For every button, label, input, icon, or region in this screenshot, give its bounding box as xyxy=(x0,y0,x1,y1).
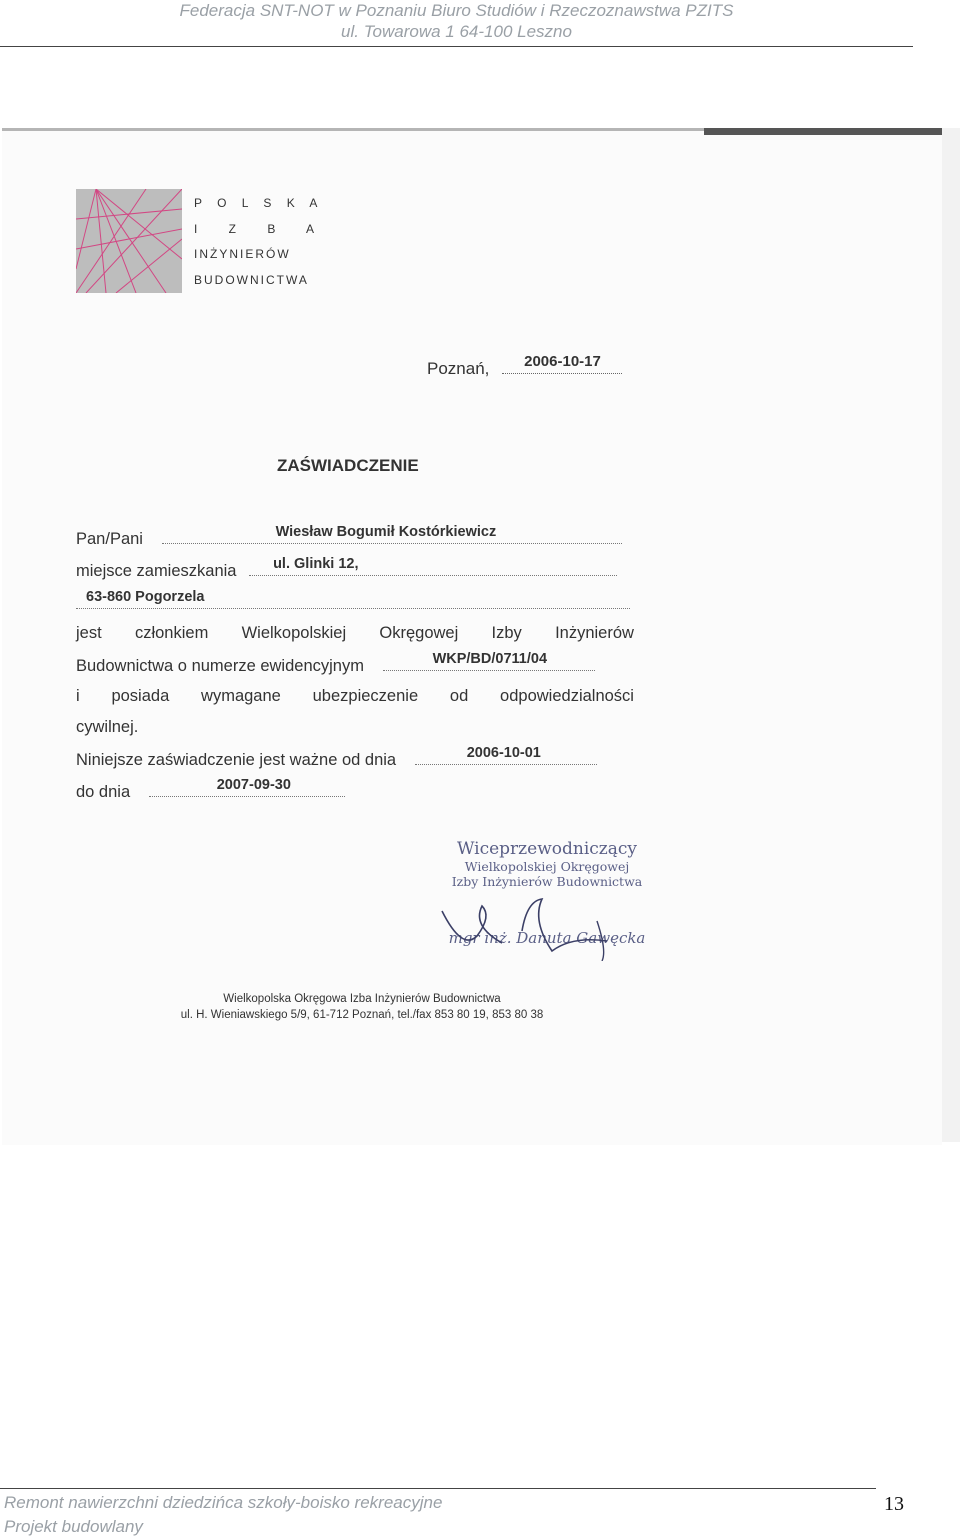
insurance-row xyxy=(76,687,634,706)
holder-label: Pan/Pani xyxy=(76,530,143,548)
scan-top-band xyxy=(704,128,942,135)
insurance-word: posiada xyxy=(111,687,170,705)
chamber-logo-icon xyxy=(76,189,182,293)
scan-edge-strip xyxy=(942,128,960,1142)
holder-name: Wiesław Bogumił Kostórkiewicz xyxy=(275,524,497,540)
page-number: 13 xyxy=(884,1493,904,1515)
city-row xyxy=(76,589,630,614)
insurance-word: odpowiedzialności xyxy=(500,687,634,705)
signatory-org-line-1: Wielkopolskiej Okręgowej xyxy=(464,859,630,874)
membership-word: Okręgowej xyxy=(379,624,459,642)
logo-line-3: INŻYNIERÓW xyxy=(194,247,291,261)
valid-to-date: 2007-09-30 xyxy=(216,777,291,793)
residence-city: 63-860 Pogorzela xyxy=(86,589,205,605)
valid-to-label: do dnia xyxy=(76,783,131,801)
chamber-name xyxy=(194,191,328,293)
residence-label: miejsce zamieszkania xyxy=(76,562,237,580)
issue-date: 2006-10-17 xyxy=(524,353,601,370)
issuer-address xyxy=(142,991,582,1023)
issuer-name: Wielkopolska Okręgowa Izba Inżynierów Budownictwa xyxy=(223,993,501,1005)
registration-row xyxy=(76,651,595,676)
footer-project-title: Remont nawierzchni dziedzińca szkoły-boisko rekreacyjne xyxy=(4,1493,443,1512)
residence-row xyxy=(76,556,617,581)
logo-line-1: P O L S K A xyxy=(194,196,324,210)
residence-street: ul. Glinki 12, xyxy=(273,556,359,572)
valid-from-date: 2006-10-01 xyxy=(466,745,541,761)
insurance-word: wymagane xyxy=(201,687,281,705)
insurance-word: ubezpieczenie xyxy=(312,687,419,705)
signatory-title: Wiceprzewodniczący xyxy=(456,839,637,859)
insurance-word: od xyxy=(449,687,469,705)
valid-to-row xyxy=(76,777,345,802)
membership-word: Izby xyxy=(491,624,522,642)
scanned-certificate xyxy=(2,128,942,1145)
page-footer xyxy=(0,1488,960,1540)
logo-line-2: I Z B A xyxy=(194,221,329,236)
insurance-word: i xyxy=(76,687,80,705)
membership-word: Wielkopolskiej xyxy=(241,624,347,642)
document-title: ZAŚWIADCZENIE xyxy=(277,456,419,475)
handwritten-signature-icon xyxy=(432,881,652,961)
membership-row xyxy=(76,624,634,643)
logo-line-4: BUDOWNICTWA xyxy=(194,272,309,287)
issue-place: Poznań, xyxy=(427,359,490,378)
valid-from-row xyxy=(76,745,597,770)
membership-word: Inżynierów xyxy=(555,624,634,642)
insurance-end: cywilnej. xyxy=(76,718,139,736)
issuer-contact: ul. H. Wieniawskiego 5/9, 61-712 Poznań, tel./fax 853 80 19, 853 80 38 xyxy=(180,1009,544,1021)
header-address: ul. Towarowa 1 64-100 Leszno xyxy=(341,22,572,41)
page-header xyxy=(0,0,913,47)
footer-project-type: Projekt budowlany xyxy=(4,1517,143,1536)
membership-word: jest xyxy=(76,624,102,642)
membership-word: członkiem xyxy=(134,624,209,642)
registration-number: WKP/BD/0711/04 xyxy=(432,651,548,667)
valid-from-label: Niniejsze zaświadczenie jest ważne od dnia xyxy=(76,751,397,769)
registration-label: Budownictwa o numerze ewidencyjnym xyxy=(76,657,364,675)
issue-place-date xyxy=(427,353,622,379)
header-organization: Federacja SNT-NOT w Poznaniu Biuro Studiów i Rzeczoznawstwa PZITS xyxy=(179,1,734,20)
holder-row xyxy=(76,524,622,549)
signatory-org-line-2: Izby Inżynierów Budownictwa xyxy=(451,874,643,889)
signatory-name: mgr inż. Danuta Gawęcka xyxy=(448,929,646,947)
